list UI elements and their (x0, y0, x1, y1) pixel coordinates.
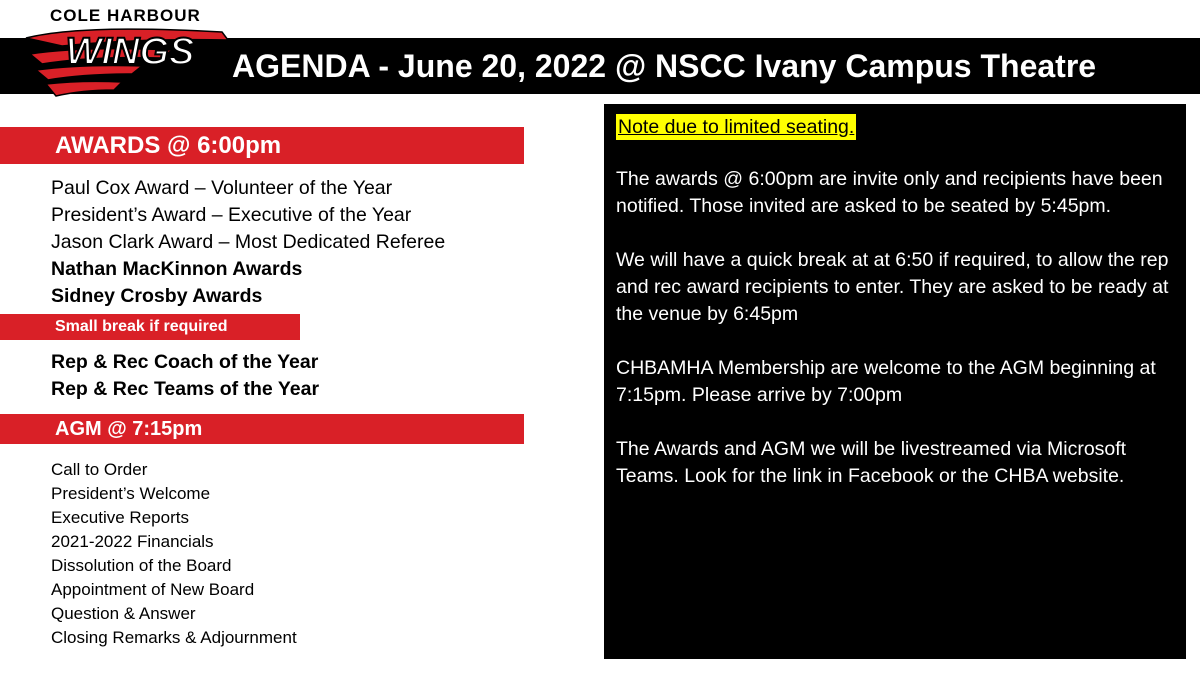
awards-list (51, 175, 445, 310)
logo-top-text: COLE HARBOUR (50, 6, 201, 25)
break-banner: Small break if required (0, 314, 300, 340)
wings-logo-icon (22, 24, 234, 106)
list-item: 2021-2022 Financials (51, 532, 214, 551)
list-item: Sidney Crosby Awards (51, 285, 263, 307)
list-item: Call to Order (51, 460, 148, 479)
list-item: Appointment of New Board (51, 580, 255, 599)
list-item: Question & Answer (51, 604, 196, 623)
list-item: Closing Remarks & Adjournment (51, 628, 297, 647)
list-item: Dissolution of the Board (51, 556, 232, 575)
note-paragraph: The Awards and AGM we will be livestreamed via Microsoft Teams. Look for the link in Facebook or the CHBA website. (616, 438, 1127, 487)
list-item: Executive Reports (51, 508, 189, 527)
note-paragraph: CHBAMHA Membership are welcome to the AGM beginning at 7:15pm. Please arrive by 7:00pm (616, 357, 1156, 406)
list-item: President’s Award – Executive of the Year (51, 204, 412, 226)
list-item: Nathan MacKinnon Awards (51, 258, 303, 280)
rep-rec-list (51, 349, 319, 403)
agm-list (51, 458, 297, 650)
note-paragraph: We will have a quick break at at 6:50 if required, to allow the rep and rec award recipients to enter. They are asked to be ready at the venue by 6:45pm (616, 249, 1169, 325)
agm-heading-bar: AGM @ 7:15pm (0, 414, 524, 444)
list-item: Paul Cox Award – Volunteer of the Year (51, 177, 393, 199)
awards-heading-bar: AWARDS @ 6:00pm (0, 127, 524, 164)
note-paragraph: The awards @ 6:00pm are invite only and recipients have been notified. Those invited are asked to be seated by 5:45pm. (616, 168, 1163, 217)
note-panel (604, 104, 1186, 659)
list-item: Rep & Rec Teams of the Year (51, 378, 320, 400)
list-item: President’s Welcome (51, 484, 211, 503)
note-heading: Note due to limited seating. (618, 116, 855, 138)
wings-logo (22, 6, 234, 106)
list-item: Rep & Rec Coach of the Year (51, 351, 319, 373)
page-title: AGENDA - June 20, 2022 @ NSCC Ivany Campus Theatre (232, 48, 1097, 84)
list-item: Jason Clark Award – Most Dedicated Referee (51, 231, 446, 253)
logo-main-text: WINGS (65, 31, 195, 73)
